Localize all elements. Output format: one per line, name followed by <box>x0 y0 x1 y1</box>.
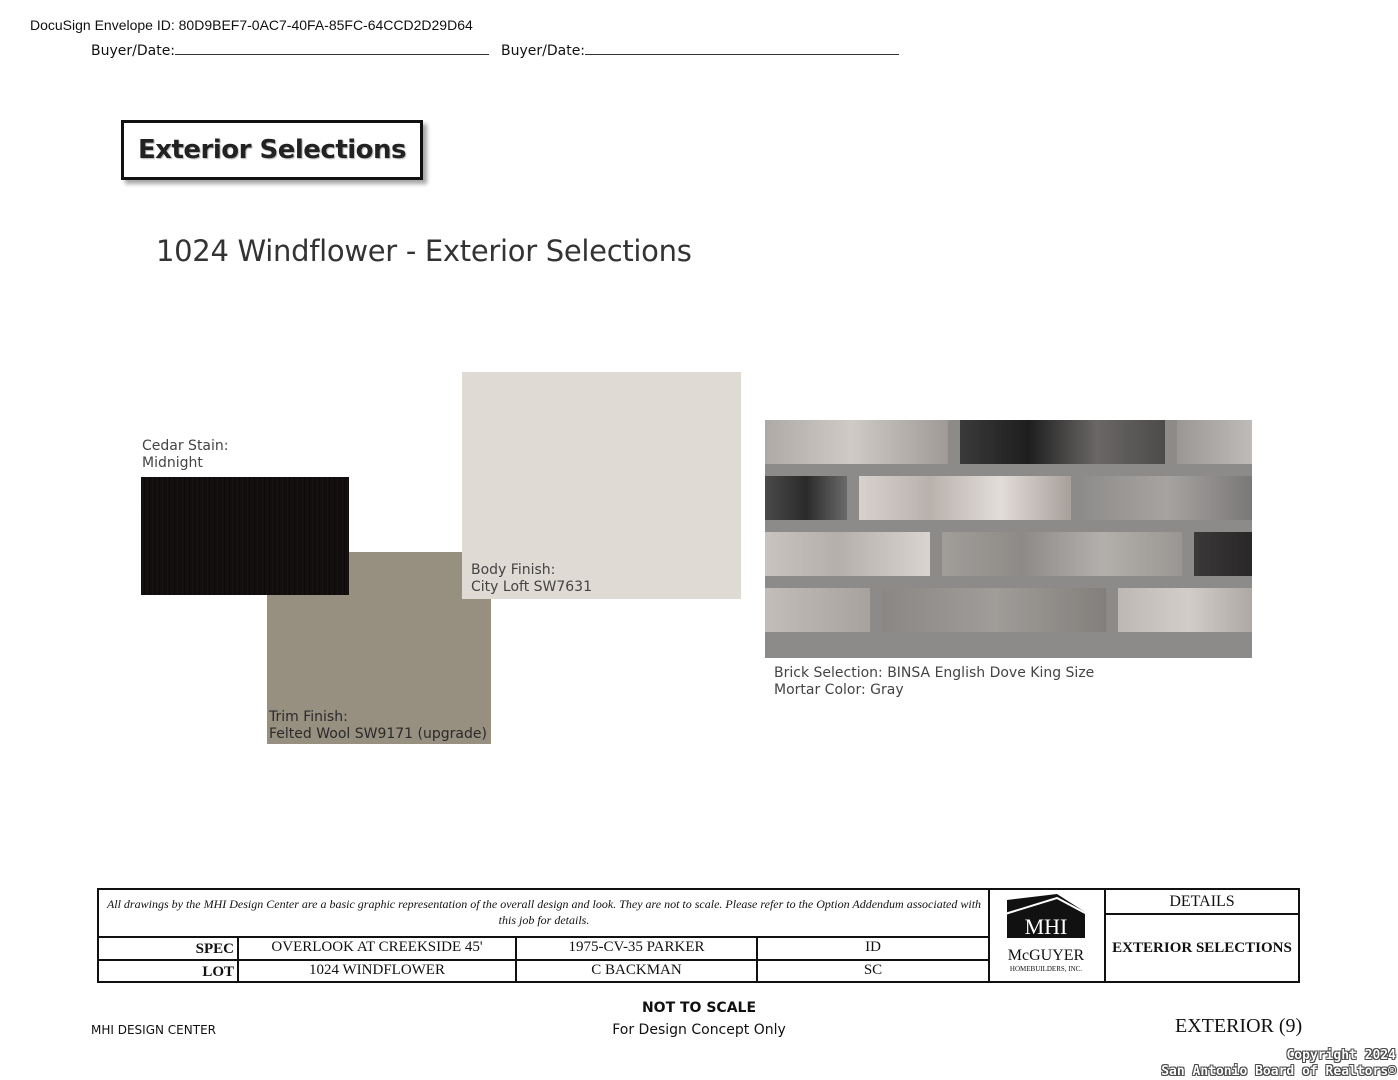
buyer-date-field-2 <box>501 42 899 59</box>
lot-buyer: C BACKMAN <box>591 962 682 978</box>
buyer-date-label-2: Buyer/Date: <box>501 43 586 59</box>
not-to-scale: NOT TO SCALE <box>641 1000 757 1016</box>
mhi-logo <box>989 890 1104 981</box>
lot-address: 1024 WINDFLOWER <box>309 962 445 978</box>
copyright-line-2: San Antonio Board of Realtors® <box>1161 1064 1396 1079</box>
trim-finish-label: Trim Finish: <box>269 709 348 725</box>
spec-plan: 1975-CV-35 PARKER <box>568 939 705 955</box>
cedar-stain-label: Cedar Stain: <box>142 438 229 454</box>
lot-initials: SC <box>863 962 883 978</box>
buyer-date-field-1 <box>91 42 489 59</box>
design-concept-note: For Design Concept Only <box>612 1022 786 1038</box>
trim-finish-value: Felted Wool SW9171 (upgrade) <box>269 726 487 742</box>
body-finish-label-block <box>471 562 592 596</box>
copyright-line-1: Copyright 2024 <box>1286 1048 1396 1063</box>
details-value: EXTERIOR SELECTIONS <box>1112 940 1292 956</box>
logo-mark: MHI <box>1024 914 1068 939</box>
section-title-box <box>121 120 423 180</box>
brick-label-block <box>774 665 1094 699</box>
page-heading: 1024 Windflower - Exterior Selections <box>156 234 692 268</box>
buyer-date-label-1: Buyer/Date: <box>91 43 176 59</box>
signature-line-1 <box>175 42 489 55</box>
cedar-stain-label-block <box>142 438 229 472</box>
details-header: DETAILS <box>1169 893 1235 910</box>
lot-label: LOT <box>202 964 234 980</box>
logo-sub: HOMEBUILDERS, INC. <box>1009 965 1083 973</box>
design-center-label: MHI DESIGN CENTER <box>91 1023 216 1037</box>
mhi-logo-icon <box>989 890 1104 981</box>
signature-line-2 <box>585 42 899 55</box>
logo-name: McGUYER <box>1007 947 1085 964</box>
cedar-stain-value: Midnight <box>142 455 203 471</box>
trim-finish-label-block <box>269 709 487 743</box>
section-title: Exterior Selections <box>137 135 407 165</box>
body-finish-label: Body Finish: <box>471 562 556 578</box>
cedar-stain-swatch <box>141 477 349 595</box>
brick-swatch-image <box>765 420 1252 658</box>
spec-community: OVERLOOK AT CREEKSIDE 45' <box>271 939 483 955</box>
title-block-table <box>97 888 1300 983</box>
disclaimer-text: All drawings by the MHI Design Center are a basic graphic representation of the overall design and look. They are not to scale. Please refer to the Option Addendum associated with this job for details. <box>106 897 982 927</box>
brick-selection-label: Brick Selection: BINSA English Dove King Size <box>774 665 1095 681</box>
mortar-color-label: Mortar Color: Gray <box>774 682 904 698</box>
docusign-envelope-id: DocuSign Envelope ID: 80D9BEF7-0AC7-40FA-85FC-64CCD2D29D64 <box>30 17 473 33</box>
page-label: EXTERIOR (9) <box>1175 1015 1303 1037</box>
body-finish-value: City Loft SW7631 <box>471 579 592 595</box>
spec-label: SPEC <box>195 941 234 957</box>
spec-initials: ID <box>865 939 881 955</box>
